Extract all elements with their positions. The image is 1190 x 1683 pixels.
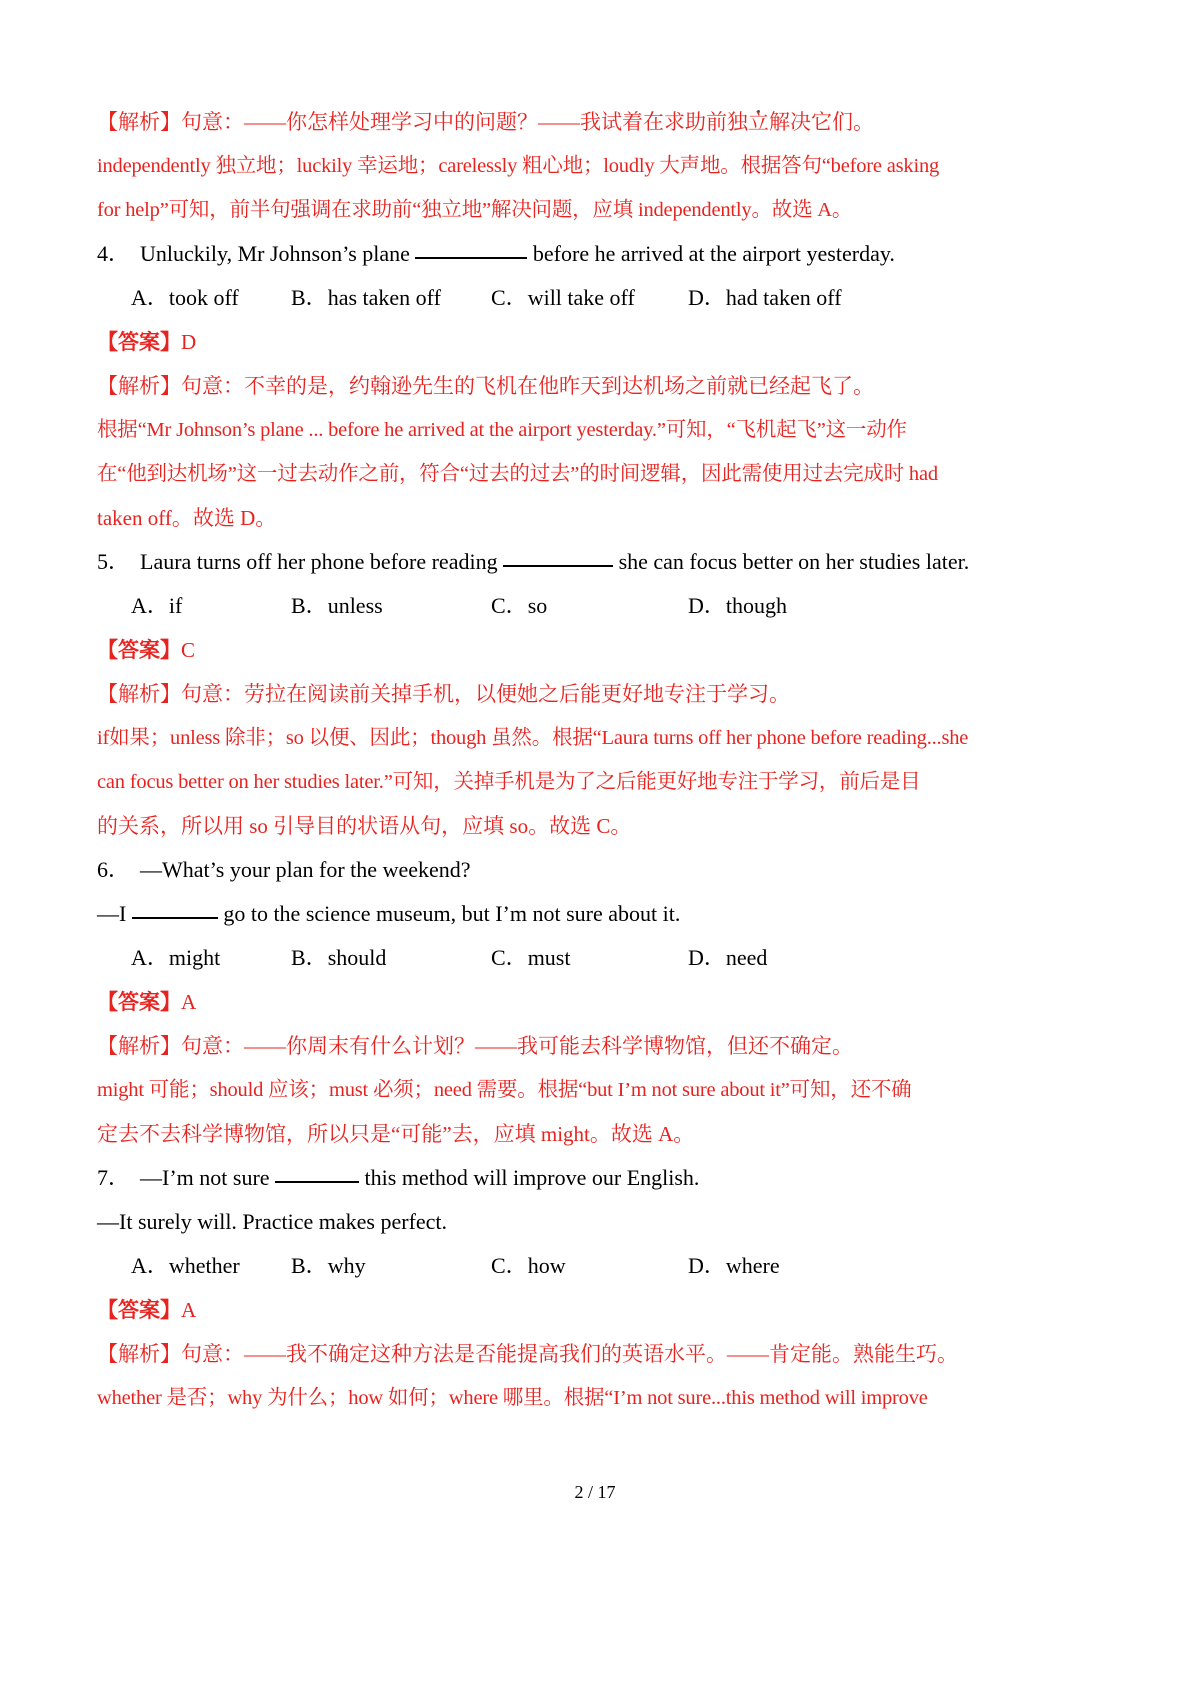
option-row [97,936,1017,980]
option-text: will take off [527,285,635,310]
analysis-line: 【解析】句意：——你周末有什么计划？——我可能去科学博物馆，但还不确定。 [97,1034,853,1058]
answer-row [97,628,1017,672]
question-number: 6． [97,857,131,882]
question-stem-reply: —It surely will. Practice makes perfect. [97,1209,448,1234]
option-text: how [527,1253,566,1278]
option-letter: B． [291,593,328,618]
analysis-line: 【解析】句意：——我不确定这种方法是否能提高我们的英语水平。——肯定能。熟能生巧。 [97,1342,958,1366]
analysis-line: 的关系，所以用 so 引导目的状语从句，应填 so。故选 C。 [97,814,632,838]
question-stem-reply [97,892,1017,936]
analysis-line: 【解析】句意：不幸的是，约翰逊先生的飞机在他昨天到达机场之前就已经起飞了。 [97,374,874,398]
option-text: took off [168,285,239,310]
answer-tag: 【答案】 [97,1298,181,1322]
option-letter: C． [491,285,528,310]
option-c[interactable] [491,276,688,320]
answer-value: A [181,990,197,1014]
option-text: unless [327,593,383,618]
option-letter: C． [491,1253,528,1278]
option-letter: A． [131,593,169,618]
option-d[interactable] [688,1244,780,1288]
option-d[interactable] [688,936,767,980]
option-text: why [327,1253,366,1278]
question-stem-text-after: go to the science museum, but I’m not sure about it. [223,901,681,926]
option-d[interactable] [688,584,787,628]
question-stem [97,232,1017,276]
answer-blank [415,257,527,259]
option-text: has taken off [327,285,441,310]
analysis-line: 在“他到达机场”这一过去动作之前，符合“过去的过去”的时间逻辑，因此需使用过去完成时 had [97,463,938,485]
answer-row [97,980,1017,1024]
option-letter: D． [688,593,726,618]
option-letter: B． [291,1253,328,1278]
answer-tag: 【答案】 [97,990,181,1014]
option-text: might [168,945,221,970]
analysis-line: might 可能；should 应该；must 必须；need 需要。根据“but I’m not sure about it”可知，还不确 [97,1079,912,1101]
answer-row [97,320,1017,364]
analysis-line: for help”可知，前半句强调在求助前“独立地”解决问题，应填 independently。故选 A。 [97,199,853,221]
answer-value: C [181,638,196,662]
option-text: need [725,945,768,970]
option-a[interactable] [131,584,291,628]
option-letter: A． [131,1253,169,1278]
option-c[interactable] [491,1244,688,1288]
analysis-line: 根据“Mr Johnson’s plane ... before he arrived at the airport yesterday.”可知，“飞机起飞”这一动作 [97,419,907,441]
option-text: though [725,593,788,618]
option-a[interactable] [131,936,291,980]
question-stem-text-before: —I [97,901,127,926]
option-text: where [725,1253,780,1278]
option-letter: A． [131,945,169,970]
option-row [97,276,1017,320]
analysis-line: can focus better on her studies later.”可知，关掉手机是为了之后能更好地专注于学习，前后是目 [97,771,921,793]
option-letter: D． [688,285,726,310]
question-stem [97,848,1017,892]
option-b[interactable] [291,584,491,628]
option-b[interactable] [291,936,491,980]
question-stem-text-before: —I’m not sure [140,1165,270,1190]
option-text: so [527,593,548,618]
answer-blank [503,565,613,567]
question-stem [97,1156,1017,1200]
analysis-line: 定去不去科学博物馆，所以只是“可能”去，应填 might。故选 A。 [97,1122,695,1146]
option-letter: D． [688,945,726,970]
question-stem [97,540,1017,584]
analysis-line: independently 独立地；luckily 幸运地；carelessly 粗心地；loudly 大声地。根据答句“before asking [97,155,940,177]
option-row [97,1244,1017,1288]
option-letter: C． [491,593,528,618]
option-letter: B． [291,285,328,310]
option-text: must [527,945,571,970]
answer-blank [275,1181,359,1183]
answer-value: D [181,330,197,354]
option-c[interactable] [491,584,688,628]
question-stem-text-before: Unluckily, Mr Johnson’s plane [140,241,410,266]
option-b[interactable] [291,1244,491,1288]
answer-row [97,1288,1017,1332]
analysis-line: taken off。故选 D。 [97,506,277,530]
option-a[interactable] [131,276,291,320]
option-text: should [327,945,387,970]
option-text: if [168,593,183,618]
answer-tag: 【答案】 [97,330,181,354]
answer-blank [132,917,218,919]
analysis-line: 【解析】句意：——你怎样处理学习中的问题？——我试着在求助前独立解决它们。 [97,110,874,134]
question-stem-text-before: Laura turns off her phone before reading [140,549,498,574]
analysis-line: 【解析】句意：劳拉在阅读前关掉手机，以便她之后能更好地专注于学习。 [97,682,790,706]
answer-value: A [181,1298,197,1322]
option-c[interactable] [491,936,688,980]
option-letter: B． [291,945,328,970]
question-stem-text: —What’s your plan for the weekend? [140,857,471,882]
page-content [97,100,1017,1420]
question-number: 5． [97,549,131,574]
option-letter: C． [491,945,528,970]
option-text: had taken off [725,285,842,310]
question-stem-text-after: before he arrived at the airport yesterday. [532,241,895,266]
option-letter: D． [688,1253,726,1278]
question-number: 7． [97,1165,131,1190]
option-row [97,584,1017,628]
analysis-line: whether 是否；why 为什么；how 如何；where 哪里。根据“I’m not sure...this method will improve [97,1387,928,1409]
question-stem-text-after: this method will improve our English. [364,1165,700,1190]
question-number: 4． [97,241,131,266]
analysis-line: if如果；unless 除非；so 以便、因此；though 虽然。根据“Laura turns off her phone before reading...she [97,727,969,749]
option-d[interactable] [688,276,842,320]
answer-tag: 【答案】 [97,638,181,662]
option-text: whether [168,1253,240,1278]
question-stem-text-after: she can focus better on her studies later. [618,549,970,574]
option-b[interactable] [291,276,491,320]
option-a[interactable] [131,1244,291,1288]
option-letter: A． [131,285,169,310]
page-number-footer: 2 / 17 [574,1482,616,1502]
